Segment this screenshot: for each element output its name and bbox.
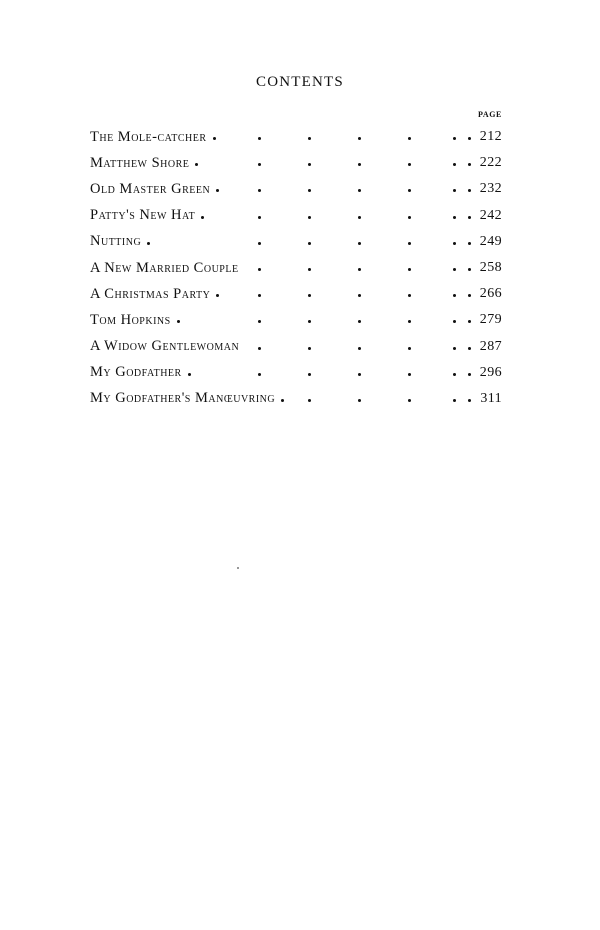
leader-dot xyxy=(308,320,311,323)
leader-dot xyxy=(468,268,471,271)
leader-dot xyxy=(453,399,456,402)
leader-dot xyxy=(453,268,456,271)
toc-entry-page: 232 xyxy=(479,181,502,197)
leader-dot xyxy=(308,268,311,271)
leader-dot xyxy=(358,242,361,245)
leader-dot xyxy=(308,294,311,297)
leader-dot xyxy=(358,189,361,192)
toc-entry xyxy=(90,281,502,307)
leader-dot xyxy=(453,294,456,297)
leader-dot xyxy=(453,137,456,140)
leader-dot xyxy=(468,137,471,140)
leader-dot xyxy=(408,216,411,219)
toc-entry xyxy=(90,203,502,229)
leader-dot xyxy=(213,137,216,140)
leader-dot xyxy=(177,320,180,323)
leader-dot xyxy=(358,216,361,219)
leader-dot xyxy=(216,189,219,192)
leader-dot xyxy=(308,373,311,376)
leader-dot xyxy=(195,163,198,166)
leader-dot xyxy=(258,163,261,166)
leader-dot xyxy=(308,399,311,402)
leader-dot xyxy=(258,320,261,323)
paper-speck xyxy=(237,567,239,569)
toc-entry-title: Matthew Shore xyxy=(90,154,190,171)
leader-dot xyxy=(188,373,191,376)
leader-dot xyxy=(468,189,471,192)
leader-dot xyxy=(453,320,456,323)
leader-dot xyxy=(408,268,411,271)
toc-entry xyxy=(90,124,502,150)
leader-dot xyxy=(281,399,284,402)
leader-dot xyxy=(358,163,361,166)
leader-dot xyxy=(408,163,411,166)
toc-entry xyxy=(90,150,502,176)
leader-dot xyxy=(453,373,456,376)
leader-dot xyxy=(308,347,311,350)
toc-entry xyxy=(90,360,502,386)
page-column-label: PAGE xyxy=(477,110,502,119)
toc-entry-title: My Godfather's Manœuvring xyxy=(90,390,276,407)
leader-dot xyxy=(453,347,456,350)
table-of-contents xyxy=(90,124,502,412)
leader-dot xyxy=(408,294,411,297)
toc-entry xyxy=(90,255,502,281)
leader-dot xyxy=(201,216,204,219)
toc-entry-title: My Godfather xyxy=(90,364,182,381)
leader-dot xyxy=(258,347,261,350)
leader-dot xyxy=(358,373,361,376)
leader-dot xyxy=(453,163,456,166)
leader-dot xyxy=(358,320,361,323)
leader-dot xyxy=(258,294,261,297)
leader-dot xyxy=(453,242,456,245)
contents-heading: CONTENTS xyxy=(256,74,344,90)
toc-entry-title: Nutting xyxy=(90,233,142,250)
leader-dot xyxy=(308,189,311,192)
leader-dot xyxy=(147,242,150,245)
toc-entry-title: A Widow Gentlewoman xyxy=(90,338,240,355)
leader-dot xyxy=(308,163,311,166)
leader-dot xyxy=(468,216,471,219)
leader-dot xyxy=(453,189,456,192)
toc-entry xyxy=(90,307,502,333)
leader-dot xyxy=(358,399,361,402)
leader-dot xyxy=(358,268,361,271)
leader-dot xyxy=(308,137,311,140)
toc-entry-title: Tom Hopkins xyxy=(90,311,171,328)
toc-entry-title: Old Master Green xyxy=(90,180,211,197)
leader-dot xyxy=(468,399,471,402)
leader-dot xyxy=(258,189,261,192)
leader-dot xyxy=(468,294,471,297)
leader-dot xyxy=(408,189,411,192)
toc-entry-page: 296 xyxy=(479,364,502,380)
leader-dot xyxy=(258,216,261,219)
leader-dot xyxy=(358,294,361,297)
toc-entry-page: 222 xyxy=(479,155,502,171)
toc-entry-page: 258 xyxy=(479,259,502,275)
toc-entry-page: 242 xyxy=(479,207,502,223)
toc-entry-page: 287 xyxy=(479,338,502,354)
toc-entry-page: 311 xyxy=(480,390,502,406)
toc-entry xyxy=(90,229,502,255)
leader-dot xyxy=(408,373,411,376)
leader-dot xyxy=(258,373,261,376)
leader-dot xyxy=(408,137,411,140)
leader-dot xyxy=(468,320,471,323)
leader-dot xyxy=(408,320,411,323)
toc-entry xyxy=(90,176,502,202)
leader-dot xyxy=(358,347,361,350)
toc-entry-page: 212 xyxy=(479,129,502,144)
leader-dot xyxy=(408,399,411,402)
toc-entry-page: 249 xyxy=(479,233,502,249)
leader-dot xyxy=(468,242,471,245)
toc-entry-title: The Mole-catcher xyxy=(90,128,207,145)
leader-dot xyxy=(308,242,311,245)
leader-dot xyxy=(216,294,219,297)
leader-dot xyxy=(258,137,261,140)
leader-dot xyxy=(408,242,411,245)
leader-dot xyxy=(468,373,471,376)
toc-entry-title: A New Married Couple xyxy=(90,259,239,276)
leader-dot xyxy=(258,242,261,245)
toc-entry xyxy=(90,334,502,360)
toc-entry-page: 279 xyxy=(479,312,502,328)
toc-entry-title: A Christmas Party xyxy=(90,285,211,302)
leader-dot xyxy=(468,347,471,350)
toc-entry-page: 266 xyxy=(479,286,502,302)
toc-entry-title: Patty's New Hat xyxy=(90,207,196,224)
leader-dot xyxy=(358,137,361,140)
leader-dot xyxy=(408,347,411,350)
toc-entry xyxy=(90,386,502,412)
leader-dot xyxy=(453,216,456,219)
leader-dot xyxy=(308,216,311,219)
leader-dot xyxy=(468,163,471,166)
leader-dot xyxy=(258,268,261,271)
